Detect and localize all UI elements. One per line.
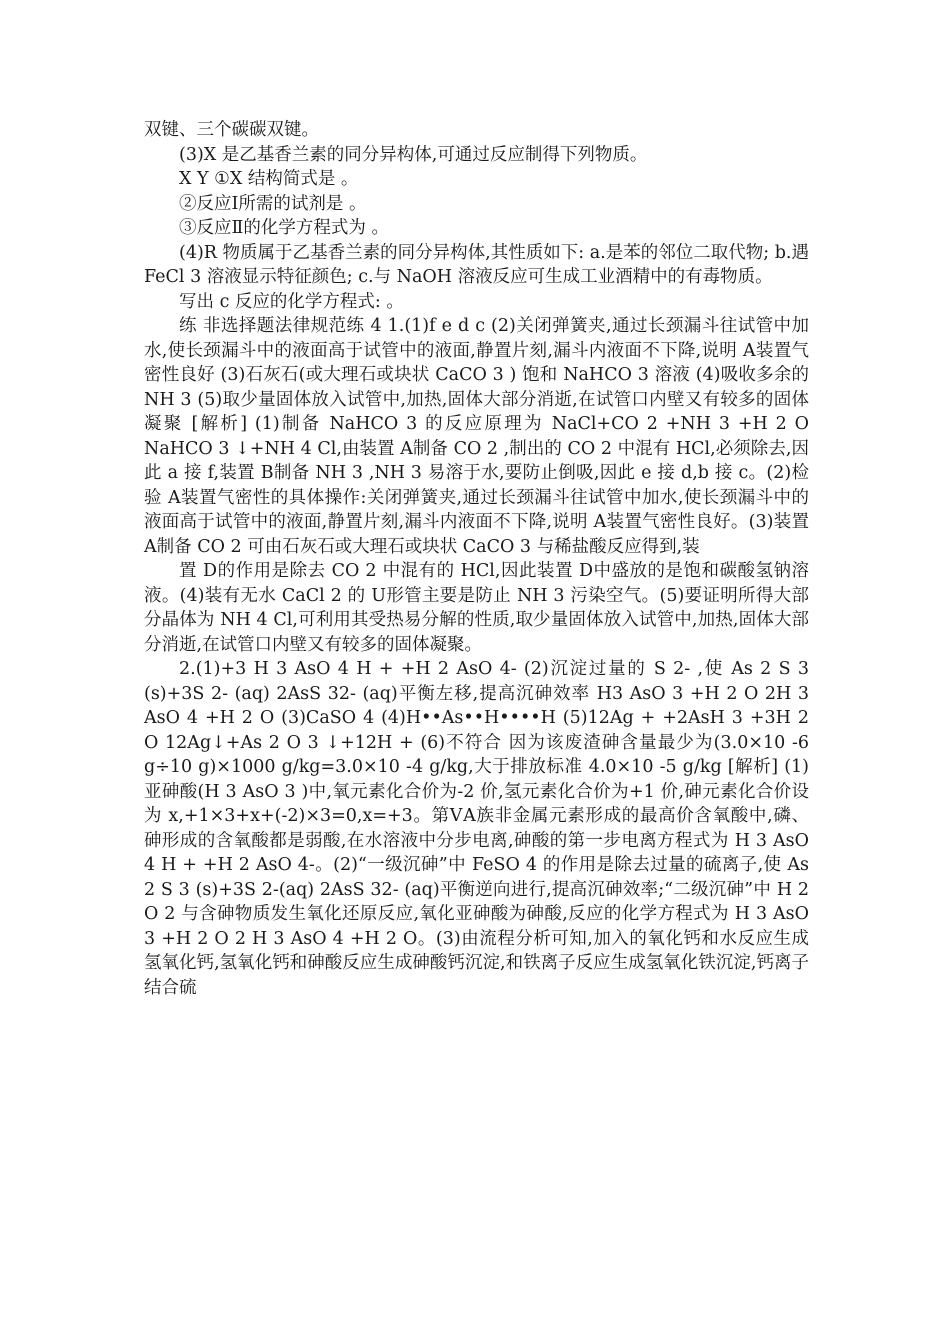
paragraph-5: ③反应Ⅱ的化学方程式为 。 bbox=[179, 218, 389, 238]
document-body bbox=[144, 118, 809, 1000]
paragraph-6: (4)R 物质属于乙基香兰素的同分异构体,其性质如下: a.是苯的邻位二取代物; b.遇 FeCl 3 溶液显示特征颜色; c.与 NaOH 溶液反应可生成工业酒精中的有毒物质。 bbox=[144, 242, 809, 287]
paragraph-3: X Y ①X 结构简式是 。 bbox=[179, 169, 359, 189]
paragraph-9: 置 D的作用是除去 CO 2 中混有的 HCl,因此装置 D中盛放的是饱和碳酸氢钠溶液。(4)装有无水 CaCl 2 的 U形管主要是防止 NH 3 污染空气。(5)要证明所得大部分晶体为 NH 4 Cl,可利用其受热易分解的性质,取少量固体放入试管中,加热,固体大部分消逝,在试管口内壁又有较多的固体凝聚。 bbox=[144, 561, 809, 655]
paragraph-7: 写出 c 反应的化学方程式: 。 bbox=[179, 291, 404, 312]
paragraph-8: 练 非选择题法律规范练 4 1.(1)f e d c (2)关闭弹簧夹,通过长颈漏斗往试管中加水,使长颈漏斗中的液面高于试管中的液面,静置片刻,漏斗内液面不下降,说明 A装置气密性良好 (3)石灰石(或大理石或块状 CaCO 3 ) 饱和 NaHCO 3 溶液 (4)吸收多余的 NH 3 (5)取少量固体放入试管中,加热,固体大部分消逝,在试管口内壁又有较多的固体凝聚 [解析] (1)制备 NaHCO 3 的反应原理为 NaCl+CO 2 +NH 3 +H 2 O NaHCO 3 ↓+NH 4 Cl,由装置 A制备 CO 2 ,制出的 CO 2 中混有 HCl,必须除去,因此 a 接 f,装置 B制备 NH 3 ,NH 3 易溶于水,要防止倒吸,因此 e 接 d,b 接 c。(2)检验 A装置气密性的具体操作:关闭弹簧夹,通过长颈漏斗往试管中加水,使长颈漏斗中的液面高于试管中的液面,静置片刻,漏斗内液面不下降,说明 A装置气密性良好。(3)装置 A制备 CO 2 可由石灰石或大理石或块状 CaCO 3 与稀盐酸反应得到,装 bbox=[144, 316, 809, 557]
paragraph-10: 2.(1)+3 H 3 AsO 4 H + +H 2 AsO 4- (2)沉淀过量的 S 2- ,使 As 2 S 3 (s)+3S 2- (aq) 2AsS 32- (aq)平衡左移,提高沉砷效率 H3 AsO 3 +H 2 O 2H 3 AsO 4 +H 2 O (3)CaSO 4 (4)H••As••H••••H (5)12Ag + +2AsH 3 +3H 2 O 12Ag↓+As 2 O 3 ↓+12H + (6)不符合 因为该废渣砷含量最少为(3.0×10 -6 g÷10 g)×1000 g/kg=3.0×10 -4 g/kg,大于排放标准 4.0×10 -5 g/kg [解析] (1)亚砷酸(H 3 AsO 3 )中,氧元素化合价为-2 价,氢元素化合价为+1 价,砷元素化合价设为 x,+1×3+x+(-2)×3=0,x=+3。第ⅤA族非金属元素形成的最高价含氧酸中,磷、砷形成的含氧酸都是弱酸,在水溶液中分步电离,砷酸的第一步电离方程式为 H 3 AsO 4 H + +H 2 AsO 4-。(2)“一级沉砷”中 FeSO 4 的作用是除去过量的硫离子,使 As 2 S 3 (s)+3S 2-(aq) 2AsS 32- (aq)平衡逆向进行,提高沉砷效率;“二级沉砷”中 H 2 O 2 与含砷物质发生氧化还原反应,氧化亚砷酸为砷酸,反应的化学方程式为 H 3 AsO 3 +H 2 O 2 H 3 AsO 4 +H 2 O。(3)由流程分析可知,加入的氧化钙和水反应生成氢氧化钙,氢氧化钙和砷酸反应生成砷酸钙沉淀,和铁离子反应生成氢氧化铁沉淀,钙离子结合硫 bbox=[144, 659, 809, 998]
paragraph-4: ②反应Ⅰ所需的试剂是 。 bbox=[179, 193, 367, 214]
paragraph-1: 双键、三个碳碳双键。 bbox=[144, 120, 319, 140]
paragraph-2: (3)X 是乙基香兰素的同分异构体,可通过反应制得下列物质。 bbox=[179, 144, 648, 165]
